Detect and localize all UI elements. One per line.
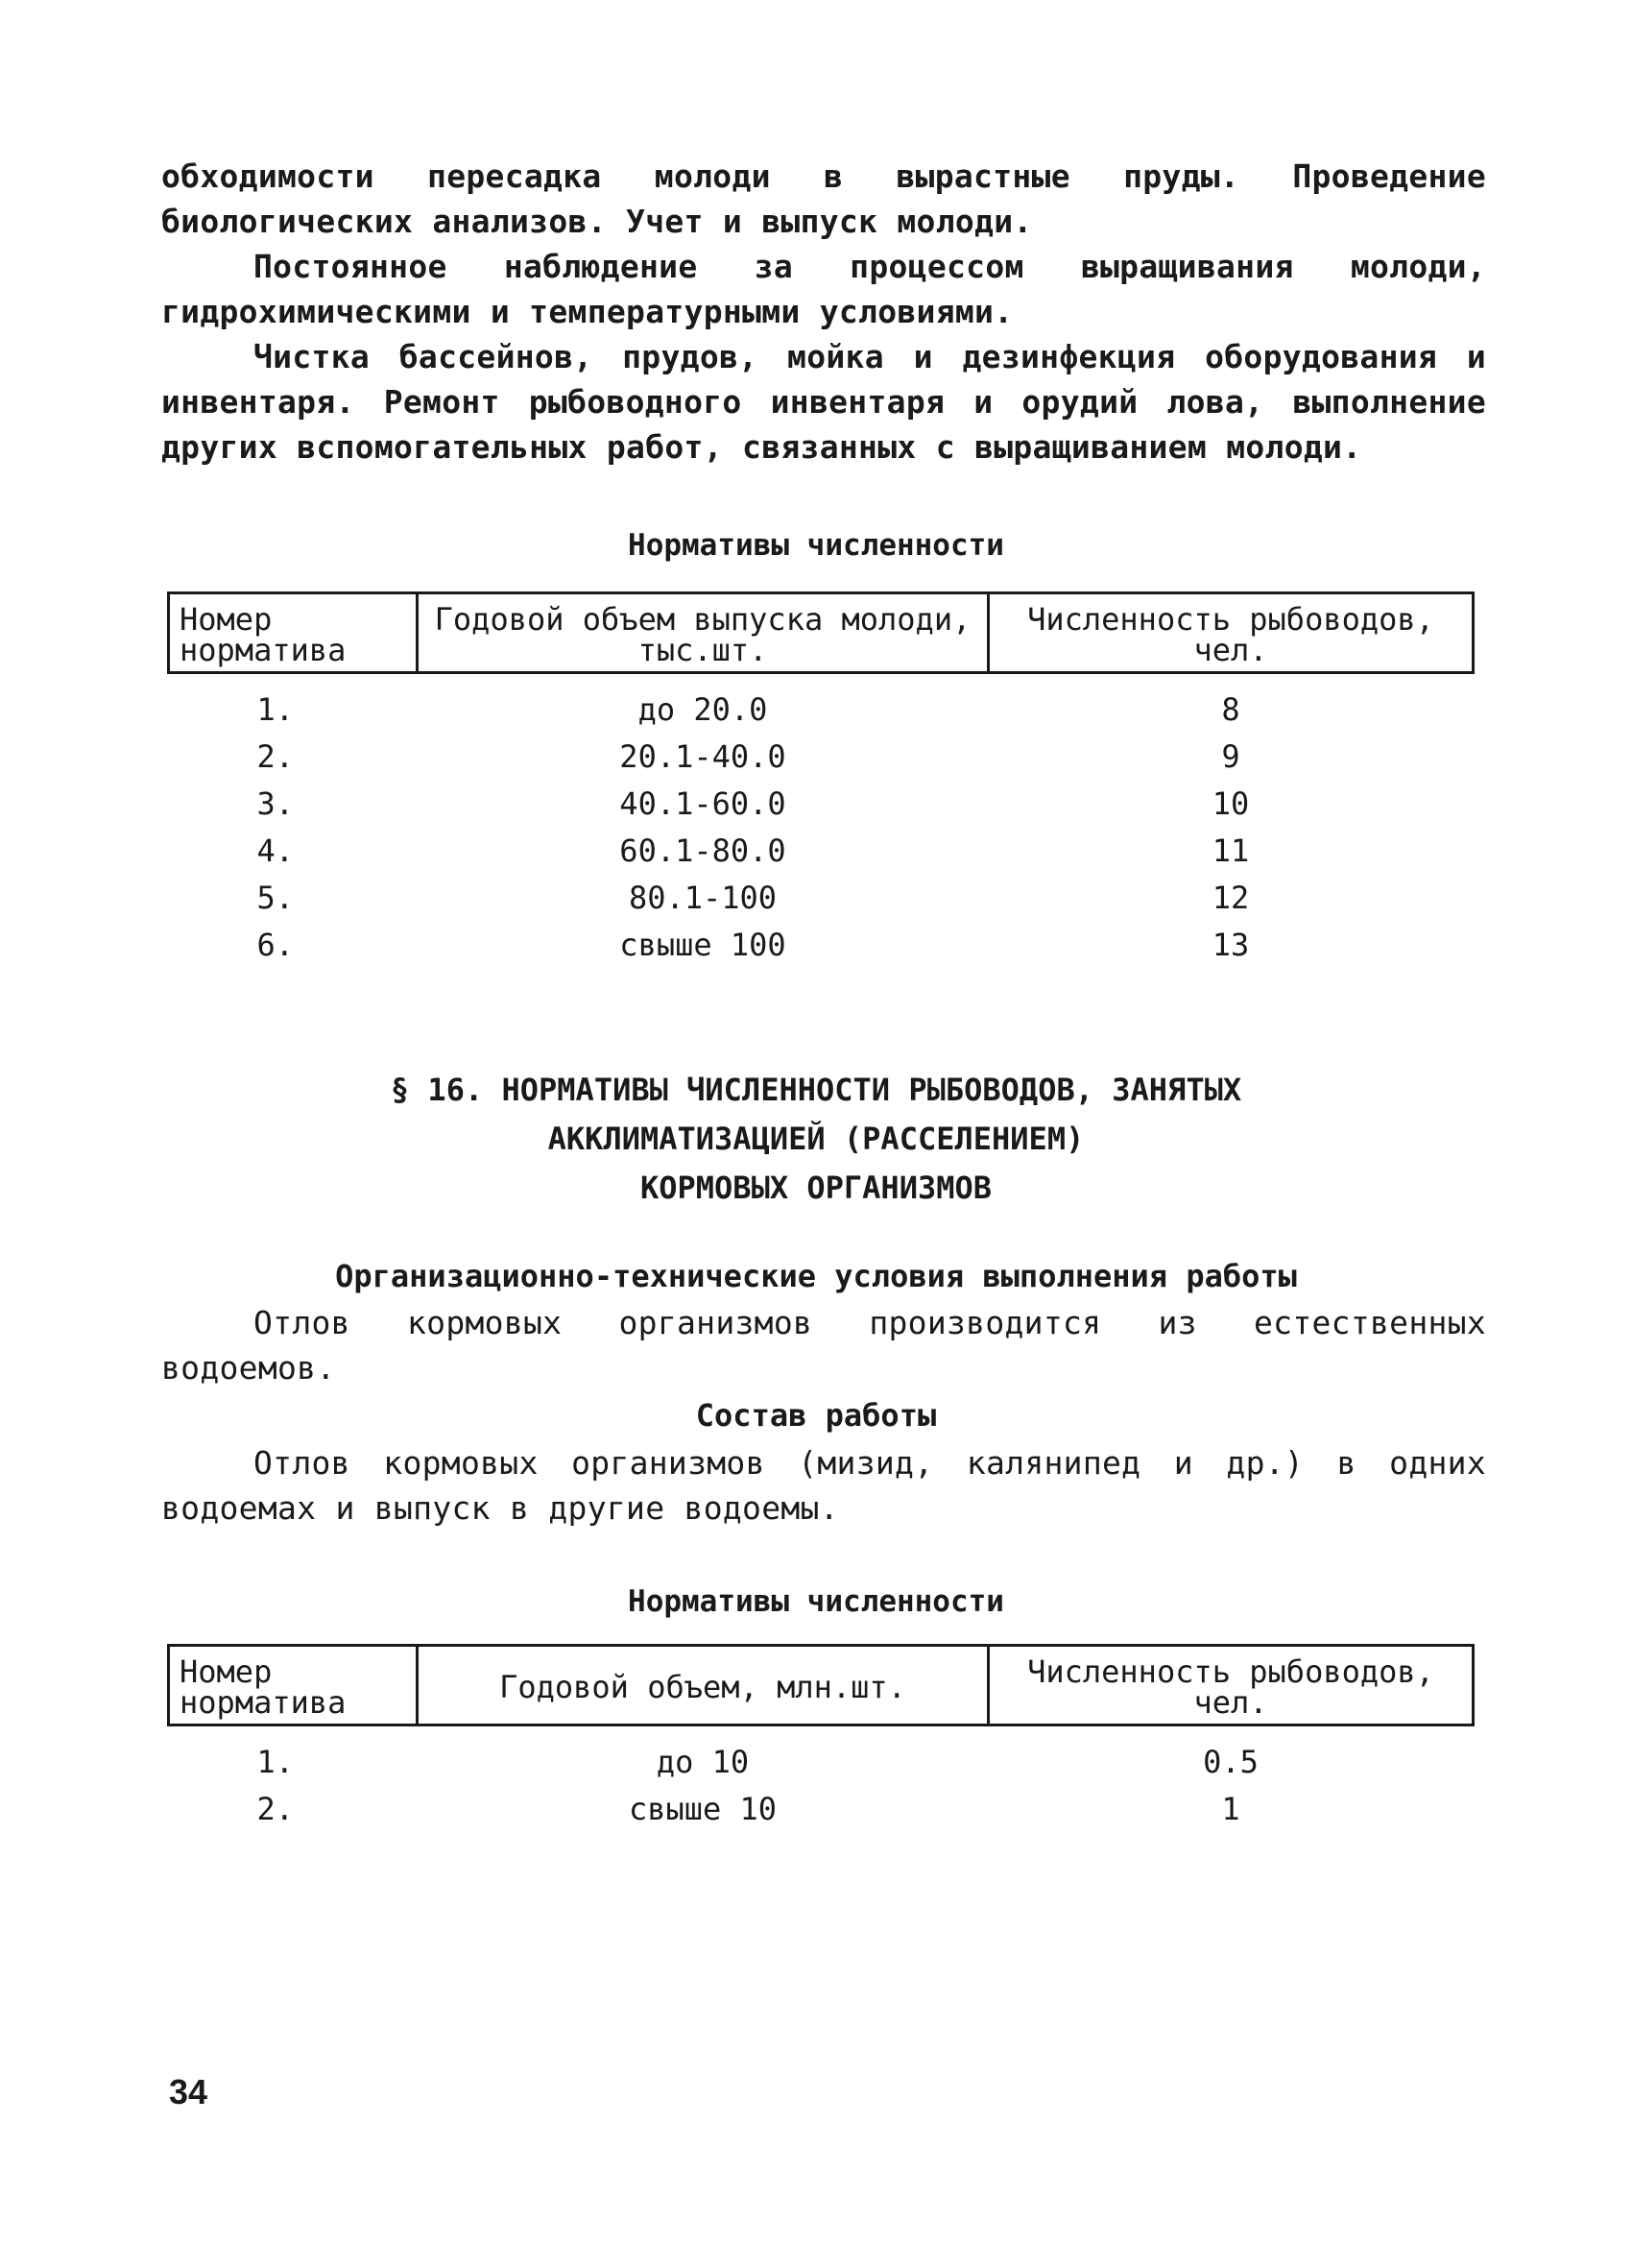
table-row <box>169 780 1474 827</box>
row-staff: 11 <box>1212 832 1250 869</box>
table-row <box>169 827 1474 874</box>
composition-text: Отлов кормовых организмов (мизид, калянипед и др.) в одних водоемах и выпуск в другие водоемы. <box>161 1444 1486 1527</box>
row-number: 1. <box>256 690 295 728</box>
intro-paragraph-3: Чистка бассейнов, прудов, мойка и дезинфекция оборудования и инвентаря. Ремонт рыбоводного инвентаря и орудий лова, выполнение других вспомогательных работ, связанных с выращиванием молоди. <box>161 338 1486 466</box>
table1-header-number: Номер норматива <box>169 593 418 673</box>
conditions-text-block <box>161 1300 1486 1390</box>
row-volume: до 10 <box>656 1743 750 1780</box>
row-staff: 1 <box>1221 1790 1240 1827</box>
row-number: 2. <box>256 737 295 775</box>
row-number: 4. <box>256 832 295 869</box>
section-title-line-3: КОРМОВЫХ ОРГАНИЗМОВ <box>639 1170 993 1206</box>
row-volume: 40.1-60.0 <box>619 784 786 822</box>
row-number: 2. <box>256 1790 295 1827</box>
page-number: 34 <box>169 2072 208 2111</box>
row-staff: 0.5 <box>1203 1743 1259 1780</box>
composition-text-block <box>161 1440 1486 1531</box>
table1-caption: Нормативы численности <box>628 528 1004 563</box>
section-title-line-1: § 16. НОРМАТИВЫ ЧИСЛЕННОСТИ РЫБОВОДОВ, ЗАНЯТЫХ <box>390 1072 1242 1108</box>
table-row <box>169 1785 1474 1832</box>
row-number: 1. <box>256 1743 295 1780</box>
row-staff: 8 <box>1221 690 1240 728</box>
table2-header-volume: Годовой объем, млн.шт. <box>418 1646 989 1725</box>
row-staff: 13 <box>1212 926 1250 963</box>
row-staff: 12 <box>1212 879 1250 916</box>
table1-header-volume: Годовой объем выпуска молоди, тыс.шт. <box>418 593 989 673</box>
table2-header-staff: Численность рыбоводов, чел. <box>989 1646 1474 1725</box>
table2 <box>167 1644 1475 1832</box>
row-volume: свыше 10 <box>628 1790 778 1827</box>
row-staff: 10 <box>1212 784 1250 822</box>
table-row <box>169 921 1474 968</box>
row-volume: 80.1-100 <box>628 879 778 916</box>
table-row <box>169 733 1474 780</box>
table-row <box>169 1725 1474 1786</box>
table1 <box>167 591 1475 968</box>
table1-header-staff: Численность рыбоводов, чел. <box>989 593 1474 673</box>
table2-header-row <box>169 1646 1474 1725</box>
conditions-text: Отлов кормовых организмов производится из естественных водоемов. <box>161 1304 1486 1387</box>
composition-heading: Состав работы <box>695 1397 937 1434</box>
row-volume: до 20.0 <box>637 690 768 728</box>
row-volume: 20.1-40.0 <box>619 737 786 775</box>
table2-header-number: Номер норматива <box>169 1646 418 1725</box>
intro-paragraph-1: обходимости пересадка молоди в вырастные пруды. Проведение биологических анализов. Учет и выпуск молоди. <box>161 157 1486 240</box>
table-row <box>169 874 1474 921</box>
row-number: 5. <box>256 879 295 916</box>
table2-caption: Нормативы численности <box>628 1584 1004 1619</box>
intro-text <box>161 154 1486 470</box>
section-title <box>0 1066 1632 1213</box>
table1-header-row <box>169 593 1474 673</box>
row-volume: свыше 100 <box>619 926 786 963</box>
section-title-line-2: АККЛИМАТИЗАЦИЕЙ (РАССЕЛЕНИЕМ) <box>547 1121 1085 1157</box>
row-staff: 9 <box>1221 737 1240 775</box>
table-row <box>169 673 1474 734</box>
row-volume: 60.1-80.0 <box>619 832 786 869</box>
intro-paragraph-2: Постоянное наблюдение за процессом выращивания молоди, гидрохимическими и температурными условиями. <box>161 248 1486 330</box>
conditions-heading: Организационно-технические условия выполнения работы <box>335 1258 1297 1294</box>
row-number: 3. <box>256 784 295 822</box>
row-number: 6. <box>256 926 295 963</box>
